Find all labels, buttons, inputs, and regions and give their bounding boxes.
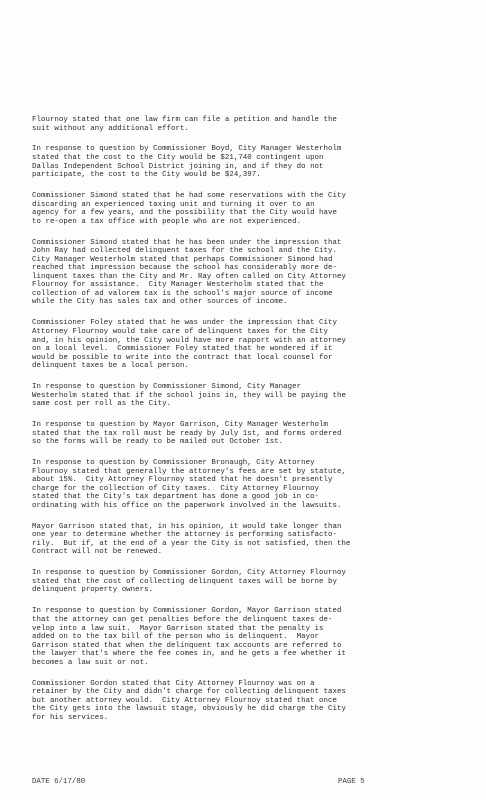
text-line: In response to question by Commissioner Gordon, Mayor Garrison stated — [32, 607, 342, 616]
text-line: Westerholm stated that if the school joins in, they will be paying the — [32, 391, 346, 400]
text-line: on a local level. Commissioner Foley stated that he wondered if it — [32, 345, 333, 354]
text-line: charge for the collection of City taxes. City Attorney Flournoy — [32, 484, 320, 493]
text-line: stated that the cost of collecting delinquent taxes will be borne by — [32, 577, 337, 586]
text-line: ordinating with his office on the paperwork involved in the lawsuits. — [32, 501, 342, 510]
paragraph — [32, 569, 464, 595]
text-line: participate, the cost to the City would be $24,397. — [32, 171, 261, 180]
paragraph — [32, 145, 464, 179]
text-line: retainer by the City and didn't charge for collecting delinquent taxes — [32, 688, 346, 697]
text-line: Garrison stated that when the delinquent tax accounts are referred to — [32, 641, 342, 650]
text-line: about 15%. City Attorney Flournoy stated that he doesn't presently — [32, 476, 333, 485]
paragraph — [32, 192, 464, 226]
text-line: the City gets into the lawsuit stage, obviously he did charge the City — [32, 705, 346, 714]
paragraph — [32, 459, 464, 510]
text-line: In response to question by Commissioner Simond, City Manager — [32, 383, 302, 392]
text-line: one year to determine whether the attorney is performing satisfacto- — [32, 531, 337, 540]
text-line: same cost per roll as the City. — [32, 400, 172, 409]
text-line: stated that the City's tax department has done a good job in co- — [32, 493, 320, 502]
paragraph — [32, 523, 464, 557]
text-line: stated that the tax roll must be ready by July 1st, and forms ordered — [32, 429, 342, 438]
text-line: becomes a law suit or not. — [32, 658, 149, 667]
text-line: Attorney Flournoy would take care of delinquent taxes for the City — [32, 327, 329, 336]
text-line: collection of ad valorem tax is the school's major source of income — [32, 289, 333, 298]
text-line: John Ray had collected delinquent taxes for the school and the City. — [32, 247, 337, 256]
text-line: while the City has sales tax and other sources of income. — [32, 298, 288, 307]
text-line: delinquent taxes be a local person. — [32, 362, 189, 371]
text-line: and, in his opinion, the City would have more rapport with an attorney — [32, 336, 346, 345]
text-line: Contract will not be renewed. — [32, 548, 163, 557]
text-line: Mayor Garrison stated that, in his opinion, it would take longer than — [32, 522, 342, 531]
minutes-body — [32, 116, 464, 735]
text-line: In response to question by Commissioner Boyd, City Manager Westerholm — [32, 145, 342, 154]
text-line: discarding an experienced taxing unit and turning it over to an — [32, 200, 315, 209]
text-line: City Manager Westerholm stated that perhaps Commissioner Simond had — [32, 255, 333, 264]
text-line: so the forms will be ready to be mailed out October 1st. — [32, 438, 284, 447]
text-line: Flournoy for assistance. City Manager Westerholm stated that the — [32, 281, 324, 290]
text-line: Flournoy stated that one law firm can file a petition and handle the — [32, 116, 337, 124]
paragraph — [32, 383, 464, 409]
paragraph — [32, 680, 464, 723]
text-line: the lawyer that's where the fee comes in, and he gets a fee whether it — [32, 650, 346, 659]
text-line: Commissioner Simond stated that he had some reservations with the City — [32, 192, 346, 201]
paragraph — [32, 319, 464, 370]
footer-date: DATE 6/17/80 — [32, 778, 86, 786]
text-line: to re-open a tax office with people who are not experienced. — [32, 217, 302, 226]
paragraph — [32, 421, 464, 447]
text-line: suit without any additional effort. — [32, 124, 189, 133]
paragraph — [32, 239, 464, 307]
text-line: linquent taxes than the City and Mr. Ray often called on City Attorney — [32, 272, 346, 281]
text-line: stated that the cost to the City would be $21,740 contingent upon — [32, 154, 324, 163]
text-line: that the attorney can get penalties before the delinquent taxes de- — [32, 615, 333, 624]
text-line: delinquent property owners. — [32, 586, 154, 595]
text-line: In response to question by Commissioner Bronaugh, City Attorney — [32, 459, 315, 468]
paragraph — [32, 607, 464, 667]
text-line: would be possible to write into the contract that local counsel for — [32, 353, 333, 362]
text-line: Commissioner Simond stated that he has been under the impression that — [32, 238, 342, 247]
text-line: Dallas Independent School District joining in, and if they do not — [32, 162, 324, 171]
text-line: agency for a few years, and the possibility that the City would have — [32, 209, 337, 218]
footer-page-number: PAGE 5 — [338, 778, 365, 786]
text-line: added on to the tax bill of the person who is delinquent. Mayor — [32, 633, 320, 642]
text-line: but another attorney would. City Attorney Flournoy stated that once — [32, 696, 337, 705]
text-line: for his services. — [32, 713, 109, 722]
text-line: Flournoy stated that generally the attorney's fees are set by statute, — [32, 467, 346, 476]
text-line: rily. But if, at the end of a year the City is not satisfied, then the — [32, 539, 351, 548]
text-line: Commissioner Gordon stated that City Attorney Flournoy was on a — [32, 679, 315, 688]
text-line: Commissioner Foley stated that he was under the impression that City — [32, 319, 337, 328]
text-line: velop into a law suit. Mayor Garrison stated that the penalty is — [32, 624, 324, 633]
text-line: In response to question by Mayor Garrison, City Manager Westerholm — [32, 421, 329, 430]
text-line: reached that impression because the school has considerably more de- — [32, 264, 337, 273]
paragraph — [32, 116, 464, 133]
text-line: In response to question by Commissioner Gordon, City Attorney Flournoy — [32, 569, 346, 578]
